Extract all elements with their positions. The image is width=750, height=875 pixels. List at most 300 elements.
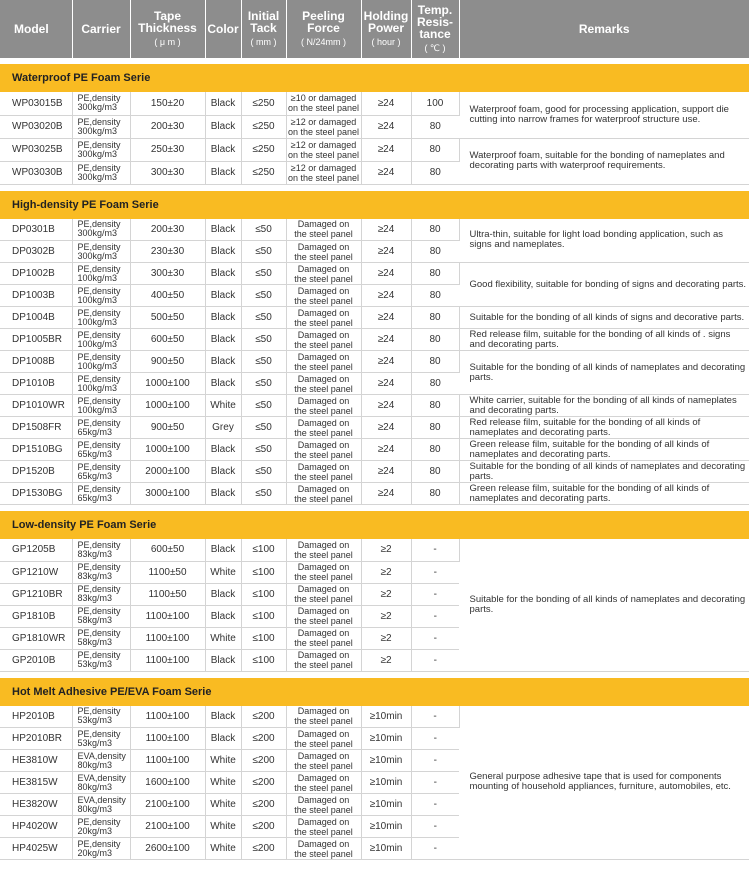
thickness-cell: 250±30 (130, 138, 205, 161)
color-cell: Black (205, 728, 241, 750)
section-title: Low-density PE Foam Serie (0, 511, 749, 539)
holding-cell: ≥24 (361, 461, 411, 483)
carrier-cell (72, 285, 130, 307)
peel-cell-line2: the steel panel (294, 848, 353, 859)
peel-cell-line1: Damaged on (297, 373, 350, 384)
peel-cell (286, 417, 361, 439)
peel-cell-line1: Damaged on (297, 728, 350, 739)
peel-cell-line2: the steel panel (294, 826, 353, 837)
color-cell: Black (205, 351, 241, 373)
temp-cell: - (411, 838, 459, 860)
thickness-cell: 2000±100 (130, 461, 205, 483)
carrier-cell-line1: PE,density (77, 539, 121, 550)
peel-cell-line1: Damaged on (297, 562, 350, 572)
carrier-cell (72, 329, 130, 351)
carrier-cell-line1: PE,density (77, 483, 121, 494)
carrier-cell-line2: 65kg/m3 (77, 448, 113, 459)
holding-cell: ≥24 (361, 417, 411, 439)
table-row (0, 138, 749, 161)
carrier-cell (72, 627, 130, 649)
table-row (0, 351, 749, 373)
carrier-cell (72, 605, 130, 627)
carrier-cell-line2: 80kg/m3 (77, 759, 113, 770)
peel-cell-line1: Damaged on (297, 606, 350, 616)
table-body (0, 58, 749, 860)
color-cell: White (205, 395, 241, 417)
peel-cell (286, 583, 361, 605)
section-header (0, 64, 749, 92)
carrier-cell-line2: 80kg/m3 (77, 803, 113, 814)
holding-cell: ≥24 (361, 285, 411, 307)
peel-cell-line2: the steel panel (294, 760, 353, 771)
carrier-cell-line2: 100kg/m3 (77, 338, 118, 349)
carrier-cell (72, 772, 130, 794)
temp-cell: - (411, 816, 459, 838)
remark-cell: Suitable for the bonding of all kinds of nameplates and decorating parts. (459, 461, 749, 483)
color-cell: Black (205, 706, 241, 728)
carrier-cell-line1: PE,density (77, 628, 121, 638)
model-cell: WP03015B (0, 92, 72, 115)
carrier-cell-line2: 65kg/m3 (77, 426, 113, 437)
carrier-cell-line1: PE,density (77, 461, 121, 472)
holding-cell: ≥24 (361, 307, 411, 329)
carrier-cell-line1: PE,density (77, 838, 121, 849)
color-cell: White (205, 816, 241, 838)
peel-cell-line2: on the steel panel (287, 149, 360, 160)
holding-cell: ≥24 (361, 329, 411, 351)
thickness-cell: 1100±100 (130, 750, 205, 772)
remark-cell: Suitable for the bonding of all kinds of nameplates and decorating parts. (459, 539, 749, 671)
remark-cell: Ultra-thin, suitable for light load bonding application, such as signs and nameplates. (459, 219, 749, 263)
model-cell: HP2010BR (0, 728, 72, 750)
color-cell: Black (205, 439, 241, 461)
peel-cell (286, 706, 361, 728)
model-cell: GP1810WR (0, 627, 72, 649)
temp-cell: - (411, 750, 459, 772)
temp-cell: 80 (411, 219, 459, 241)
peel-cell-line2: the steel panel (294, 273, 353, 284)
thickness-cell: 600±50 (130, 539, 205, 561)
thickness-cell: 1100±100 (130, 649, 205, 671)
color-cell: White (205, 627, 241, 649)
thickness-cell: 400±50 (130, 285, 205, 307)
carrier-cell-line2: 65kg/m3 (77, 492, 113, 503)
peel-cell (286, 241, 361, 263)
peel-cell-line2: the steel panel (294, 738, 353, 749)
peel-cell-line1: Damaged on (297, 329, 350, 340)
color-cell: Black (205, 461, 241, 483)
color-cell: Black (205, 483, 241, 505)
peel-cell-line2: the steel panel (294, 660, 353, 670)
model-cell: DP0301B (0, 219, 72, 241)
holding-cell: ≥10min (361, 816, 411, 838)
header-temp: Temp. Resis- tance ( ℃ ) (411, 0, 459, 58)
remark-cell: Green release film, suitable for the bonding of all kinds of nameplates and decorating parts. (459, 483, 749, 505)
peel-cell-line1: Damaged on (297, 219, 350, 230)
table-row (0, 483, 749, 505)
color-cell: Black (205, 649, 241, 671)
peel-cell-line2: the steel panel (294, 427, 353, 438)
carrier-cell (72, 728, 130, 750)
peel-cell-line2: the steel panel (294, 471, 353, 482)
section-title: High-density PE Foam Serie (0, 191, 749, 219)
peel-cell (286, 838, 361, 860)
carrier-cell (72, 561, 130, 583)
temp-cell: - (411, 583, 459, 605)
temp-cell: 80 (411, 329, 459, 351)
peel-cell-line2: the steel panel (294, 572, 353, 582)
tack-cell: ≤200 (241, 728, 286, 750)
holding-cell: ≥10min (361, 706, 411, 728)
carrier-cell (72, 649, 130, 671)
peel-cell-line1: ≥12 or damaged (290, 162, 357, 173)
model-cell: HE3815W (0, 772, 72, 794)
carrier-cell-line2: 300kg/m3 (77, 148, 118, 159)
peel-cell-line2: the steel panel (294, 594, 353, 604)
carrier-cell-line2: 58kg/m3 (77, 637, 113, 647)
holding-cell: ≥24 (361, 439, 411, 461)
tack-cell: ≤50 (241, 417, 286, 439)
carrier-cell-line1: PE,density (77, 606, 121, 616)
thickness-cell: 1100±50 (130, 561, 205, 583)
carrier-cell-line1: EVA,density (77, 794, 126, 805)
tack-cell: ≤50 (241, 351, 286, 373)
peel-cell (286, 307, 361, 329)
table-row (0, 263, 749, 285)
color-cell: Black (205, 373, 241, 395)
carrier-cell-line1: EVA,density (77, 750, 126, 761)
remark-cell: Suitable for the bonding of all kinds of nameplates and decorating parts. (459, 351, 749, 395)
peel-cell-line2: on the steel panel (287, 172, 360, 183)
tack-cell: ≤50 (241, 439, 286, 461)
carrier-cell-line2: 83kg/m3 (77, 593, 113, 603)
peel-cell-line2: the steel panel (294, 339, 353, 350)
carrier-cell (72, 351, 130, 373)
carrier-cell-line2: 300kg/m3 (77, 102, 118, 113)
model-cell: DP1002B (0, 263, 72, 285)
thickness-cell: 300±30 (130, 161, 205, 184)
color-cell: Grey (205, 417, 241, 439)
color-cell: Black (205, 605, 241, 627)
carrier-cell (72, 241, 130, 263)
model-cell: DP1003B (0, 285, 72, 307)
holding-cell: ≥10min (361, 838, 411, 860)
carrier-cell-line1: PE,density (77, 139, 121, 150)
carrier-cell-line1: PE,density (77, 650, 121, 660)
table-row (0, 539, 749, 561)
model-cell: HE3820W (0, 794, 72, 816)
carrier-cell-line1: PE,density (77, 93, 121, 104)
thickness-cell: 1100±100 (130, 706, 205, 728)
section-title: Hot Melt Adhesive PE/EVA Foam Serie (0, 678, 749, 706)
carrier-cell-line2: 65kg/m3 (77, 470, 113, 481)
carrier-cell (72, 417, 130, 439)
tack-cell: ≤50 (241, 373, 286, 395)
thickness-cell: 3000±100 (130, 483, 205, 505)
peel-cell-line1: Damaged on (297, 838, 350, 849)
tack-cell: ≤50 (241, 263, 286, 285)
holding-cell: ≥2 (361, 605, 411, 627)
carrier-cell-line1: PE,density (77, 285, 121, 296)
peel-cell-line1: Damaged on (297, 750, 350, 761)
color-cell: Black (205, 329, 241, 351)
peel-cell-line2: the steel panel (294, 804, 353, 815)
carrier-cell-line2: 300kg/m3 (77, 125, 118, 136)
carrier-cell (72, 706, 130, 728)
table-row (0, 706, 749, 728)
carrier-cell (72, 263, 130, 285)
tack-cell: ≤200 (241, 750, 286, 772)
temp-cell: 80 (411, 461, 459, 483)
holding-cell: ≥24 (361, 92, 411, 115)
peel-cell (286, 461, 361, 483)
color-cell: White (205, 561, 241, 583)
tack-cell: ≤100 (241, 561, 286, 583)
carrier-cell-line1: EVA,density (77, 772, 126, 783)
peel-cell-line2: on the steel panel (287, 103, 360, 114)
temp-cell: 80 (411, 439, 459, 461)
header-model: Model (0, 0, 72, 58)
model-cell: DP1520B (0, 461, 72, 483)
carrier-cell-line1: PE,density (77, 584, 121, 594)
carrier-cell (72, 583, 130, 605)
temp-cell: 80 (411, 373, 459, 395)
model-cell: GP1810B (0, 605, 72, 627)
tack-cell: ≤100 (241, 605, 286, 627)
carrier-cell-line2: 100kg/m3 (77, 316, 118, 327)
temp-cell: - (411, 627, 459, 649)
temp-cell: 80 (411, 263, 459, 285)
temp-cell: - (411, 539, 459, 561)
carrier-cell-line2: 83kg/m3 (77, 548, 113, 559)
peel-cell-line1: Damaged on (297, 772, 350, 783)
carrier-cell (72, 838, 130, 860)
peel-cell-line2: the steel panel (294, 549, 353, 560)
header-tack: Initial Tack ( mm ) (241, 0, 286, 58)
thickness-cell: 150±20 (130, 92, 205, 115)
peel-cell (286, 329, 361, 351)
carrier-cell-line2: 53kg/m3 (77, 715, 113, 726)
carrier-cell-line1: PE,density (77, 241, 121, 252)
carrier-cell-line1: PE,density (77, 816, 121, 827)
peel-cell-line2: the steel panel (294, 229, 353, 240)
temp-cell: 80 (411, 395, 459, 417)
model-cell: DP1010WR (0, 395, 72, 417)
tack-cell: ≤200 (241, 816, 286, 838)
holding-cell: ≥24 (361, 373, 411, 395)
temp-cell: 80 (411, 138, 459, 161)
temp-cell: - (411, 706, 459, 728)
carrier-cell (72, 439, 130, 461)
thickness-cell: 2600±100 (130, 838, 205, 860)
carrier-cell-line2: 300kg/m3 (77, 228, 118, 239)
tack-cell: ≤50 (241, 461, 286, 483)
holding-cell: ≥24 (361, 241, 411, 263)
tack-cell: ≤200 (241, 838, 286, 860)
peel-cell-line2: the steel panel (294, 638, 353, 648)
peel-cell-line2: the steel panel (294, 449, 353, 460)
peel-cell-line2: the steel panel (294, 493, 353, 504)
carrier-cell-line1: PE,density (77, 395, 121, 406)
peel-cell-line1: Damaged on (297, 439, 350, 450)
peel-cell-line1: Damaged on (297, 483, 350, 494)
holding-cell: ≥24 (361, 161, 411, 184)
remark-cell: Waterproof foam, good for processing application, support die cutting into narrow frames for waterproof structure use. (459, 92, 749, 138)
temp-cell: 80 (411, 483, 459, 505)
carrier-cell-line1: PE,density (77, 417, 121, 428)
tack-cell: ≤250 (241, 115, 286, 138)
peel-cell-line2: the steel panel (294, 616, 353, 626)
temp-cell: 80 (411, 417, 459, 439)
tack-cell: ≤250 (241, 138, 286, 161)
holding-cell: ≥24 (361, 115, 411, 138)
thickness-cell: 1000±100 (130, 395, 205, 417)
peel-cell-line2: the steel panel (294, 383, 353, 394)
model-cell: GP1210W (0, 561, 72, 583)
thickness-cell: 500±50 (130, 307, 205, 329)
carrier-cell-line2: 20kg/m3 (77, 847, 113, 858)
holding-cell: ≥24 (361, 263, 411, 285)
color-cell: Black (205, 161, 241, 184)
remark-cell: General purpose adhesive tape that is used for components mounting of household appliances, furniture, automobiles, etc. (459, 706, 749, 860)
color-cell: Black (205, 115, 241, 138)
model-cell: DP1005BR (0, 329, 72, 351)
tack-cell: ≤100 (241, 649, 286, 671)
carrier-cell-line1: PE,density (77, 263, 121, 274)
section-header (0, 678, 749, 706)
peel-cell-line2: the steel panel (294, 251, 353, 262)
peel-cell (286, 728, 361, 750)
model-cell: WP03030B (0, 161, 72, 184)
holding-cell: ≥2 (361, 561, 411, 583)
remark-cell: Good flexibility, suitable for bonding of signs and decorating parts. (459, 263, 749, 307)
carrier-cell (72, 794, 130, 816)
thickness-cell: 1100±100 (130, 728, 205, 750)
color-cell: White (205, 750, 241, 772)
peel-cell-line1: Damaged on (297, 263, 350, 274)
temp-cell: 80 (411, 285, 459, 307)
color-cell: Black (205, 263, 241, 285)
model-cell: DP1010B (0, 373, 72, 395)
thickness-cell: 200±30 (130, 219, 205, 241)
thickness-cell: 900±50 (130, 417, 205, 439)
model-cell: WP03025B (0, 138, 72, 161)
carrier-cell-line2: 20kg/m3 (77, 825, 113, 836)
peel-cell (286, 373, 361, 395)
peel-cell-line1: Damaged on (297, 351, 350, 362)
carrier-cell-line1: PE,density (77, 219, 121, 230)
peel-cell (286, 219, 361, 241)
tack-cell: ≤50 (241, 285, 286, 307)
carrier-cell (72, 373, 130, 395)
peel-cell-line1: Damaged on (297, 461, 350, 472)
tack-cell: ≤200 (241, 772, 286, 794)
section-title: Waterproof PE Foam Serie (0, 64, 749, 92)
table-row (0, 417, 749, 439)
carrier-cell-line2: 100kg/m3 (77, 272, 118, 283)
carrier-cell (72, 307, 130, 329)
tack-cell: ≤100 (241, 627, 286, 649)
peel-cell-line1: Damaged on (297, 307, 350, 318)
model-cell: WP03020B (0, 115, 72, 138)
carrier-cell-line2: 53kg/m3 (77, 737, 113, 748)
peel-cell-line1: ≥10 or damaged (290, 93, 357, 104)
color-cell: White (205, 772, 241, 794)
peel-cell (286, 772, 361, 794)
temp-cell: - (411, 728, 459, 750)
peel-cell-line2: on the steel panel (287, 126, 360, 137)
carrier-cell (72, 138, 130, 161)
carrier-cell-line2: 80kg/m3 (77, 781, 113, 792)
carrier-cell (72, 92, 130, 115)
model-cell: GP1205B (0, 539, 72, 561)
peel-cell-line2: the steel panel (294, 317, 353, 328)
holding-cell: ≥2 (361, 649, 411, 671)
remark-cell: Waterproof foam, suitable for the bonding of nameplates and decorating parts with waterproof requirements. (459, 138, 749, 184)
carrier-cell (72, 115, 130, 138)
thickness-cell: 2100±100 (130, 794, 205, 816)
peel-cell-line2: the steel panel (294, 782, 353, 793)
peel-cell (286, 750, 361, 772)
header-color: Color (205, 0, 241, 58)
peel-cell (286, 483, 361, 505)
peel-cell-line1: Damaged on (297, 816, 350, 827)
peel-cell-line2: the steel panel (294, 716, 353, 727)
peel-cell-line2: the steel panel (294, 295, 353, 306)
model-cell: GP1210BR (0, 583, 72, 605)
thickness-cell: 900±50 (130, 351, 205, 373)
peel-cell (286, 115, 361, 138)
temp-cell: 80 (411, 307, 459, 329)
peel-cell (286, 439, 361, 461)
table-row (0, 439, 749, 461)
model-cell: DP1004B (0, 307, 72, 329)
carrier-cell (72, 816, 130, 838)
peel-cell-line1: Damaged on (297, 706, 350, 717)
thickness-cell: 1100±100 (130, 627, 205, 649)
peel-cell (286, 539, 361, 561)
color-cell: White (205, 838, 241, 860)
peel-cell (286, 649, 361, 671)
color-cell: Black (205, 219, 241, 241)
carrier-cell-line1: PE,density (77, 728, 121, 739)
peel-cell (286, 395, 361, 417)
carrier-cell (72, 161, 130, 184)
table-row (0, 329, 749, 351)
section-header (0, 191, 749, 219)
peel-cell-line1: Damaged on (297, 241, 350, 252)
temp-cell: - (411, 772, 459, 794)
peel-cell (286, 561, 361, 583)
carrier-cell-line2: 100kg/m3 (77, 404, 118, 415)
table-row (0, 92, 749, 115)
peel-cell-line1: Damaged on (297, 628, 350, 638)
carrier-cell-line1: PE,density (77, 116, 121, 127)
remark-cell: White carrier, suitable for the bonding of all kinds of nameplates and decorating parts. (459, 395, 749, 417)
table-row (0, 307, 749, 329)
tack-cell: ≤50 (241, 395, 286, 417)
carrier-cell (72, 539, 130, 561)
header-peel: Peeling Force ( N/24mm ) (286, 0, 361, 58)
thickness-cell: 1600±100 (130, 772, 205, 794)
model-cell: GP2010B (0, 649, 72, 671)
table-row (0, 219, 749, 241)
carrier-cell-line1: PE,density (77, 307, 121, 318)
thickness-cell: 300±30 (130, 263, 205, 285)
carrier-cell-line1: PE,density (77, 439, 121, 450)
peel-cell-line1: Damaged on (297, 285, 350, 296)
color-cell: Black (205, 285, 241, 307)
